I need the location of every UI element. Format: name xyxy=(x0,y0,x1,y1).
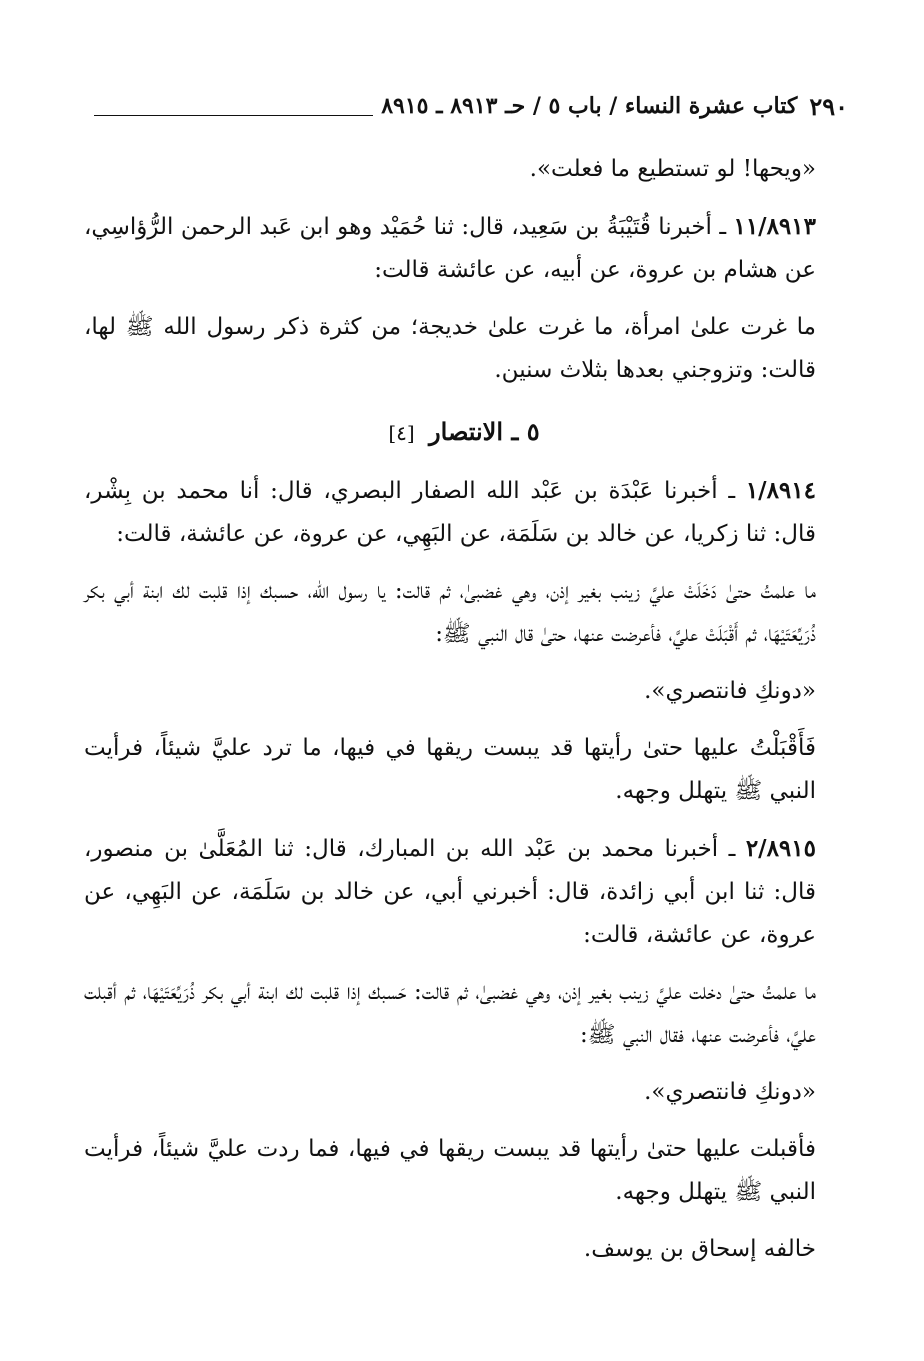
hadith-8914 xyxy=(84,469,844,556)
hadith-8915 xyxy=(84,827,844,957)
quote-paragraph: «ويحها! لو تستطيع ما فعلت». xyxy=(529,156,816,182)
hadith-text: ـ أخبرنا محمد بن عَبْد الله بن المبارك، قال: ثنا المُعَلَّىٰ بن منصور، قال: ثنا ابن أبي زائدة، قال: أخبرني أبي، عن خالد بن سَلَمَة، عن البَهِي، عن عروة، عن عائشة، قالت: xyxy=(84,836,816,948)
section-title: ٥ ـ الانتصار xyxy=(429,417,540,446)
hadith-number: ١١/٨٩١٣ xyxy=(733,213,816,240)
header-rule xyxy=(94,115,373,116)
hadith-matn: فأقبلت عليها حتىٰ رأيتها قد يبست ريقها في فيها، فما ردت عليَّ شيئاً، فرأيت النبي ﷺ يتهلل وجهه. xyxy=(84,1136,816,1205)
hadith-8913 xyxy=(84,205,844,292)
hadith-text: ـ أخبرنا عَبْدَة بن عَبْد الله الصفار البصري، قال: أنا محمد بن بِشْر، قال: ثنا زكريا، عن خالد بن سَلَمَة، عن البَهِي، عن عروة، عن عائشة، قالت: xyxy=(84,478,816,547)
page-header xyxy=(86,88,848,124)
section-heading xyxy=(84,410,844,455)
running-head: كتاب عشرة النساء / باب ٥ / حـ ٨٩١٣ ـ ٨٩١٥ xyxy=(381,93,798,119)
hadith-matn: فَأَقْبَلْتُ عليها حتىٰ رأيتها قد يبست ريقها في فيها، ما ترد عليَّ شيئاً، فرأيت النبي ﷺ يتهلل وجهه. xyxy=(84,735,816,804)
quote-paragraph: «دونكِ فانتصري». xyxy=(644,1079,816,1105)
section-bracket: [٤] xyxy=(388,421,415,445)
hadith-text: ـ أخبرنا قُتَيْبَةُ بن سَعِيد، قال: ثنا حُمَيْد وهو ابن عَبد الرحمن الرُّؤاسِي، عن هشام بن عروة، عن أبيه، عن عائشة قالت: xyxy=(84,214,816,283)
hadith-number: ٢/٨٩١٥ xyxy=(745,835,816,862)
closing-note: خالفه إسحاق بن يوسف. xyxy=(583,1236,816,1262)
page-body xyxy=(84,148,844,1285)
hadith-matn: ما علمتُ حتىٰ دخلت عليَّ زينب بغير إذن، وهي غضبىٰ، ثم قالت: حَسبك إذا قلبت لك ابنة أبي بكر ذُرَيِّعَتَيْهَا، ثم أقبلت عليَّ، فأعرضت عنها، فقال النبي ﷺ: xyxy=(84,979,816,1048)
hadith-matn: ما غرت علىٰ امرأة، ما غرت علىٰ خديجة؛ من كثرة ذكر رسول الله ﷺ لها، قالت: وتزوجني بعدها بثلاث سنين. xyxy=(84,314,816,383)
quote-paragraph: «دونكِ فانتصري». xyxy=(644,678,816,704)
page-number: ٢٩٠ xyxy=(809,91,848,121)
hadith-matn: ما علمتُ حتىٰ دَخَلَتْ عليَّ زينب بغير إذن، وهي غضبىٰ، ثم قالت: يا رسول الله، حسبك إذا قلبت لك ابنة أبي بكر ذُرَيِّعَتَيْهَا، ثم أَقْبَلَتْ عليَّ، فأعرضت عنها، حتىٰ قال النبي ﷺ: xyxy=(84,578,816,647)
hadith-number: ١/٨٩١٤ xyxy=(745,477,816,504)
